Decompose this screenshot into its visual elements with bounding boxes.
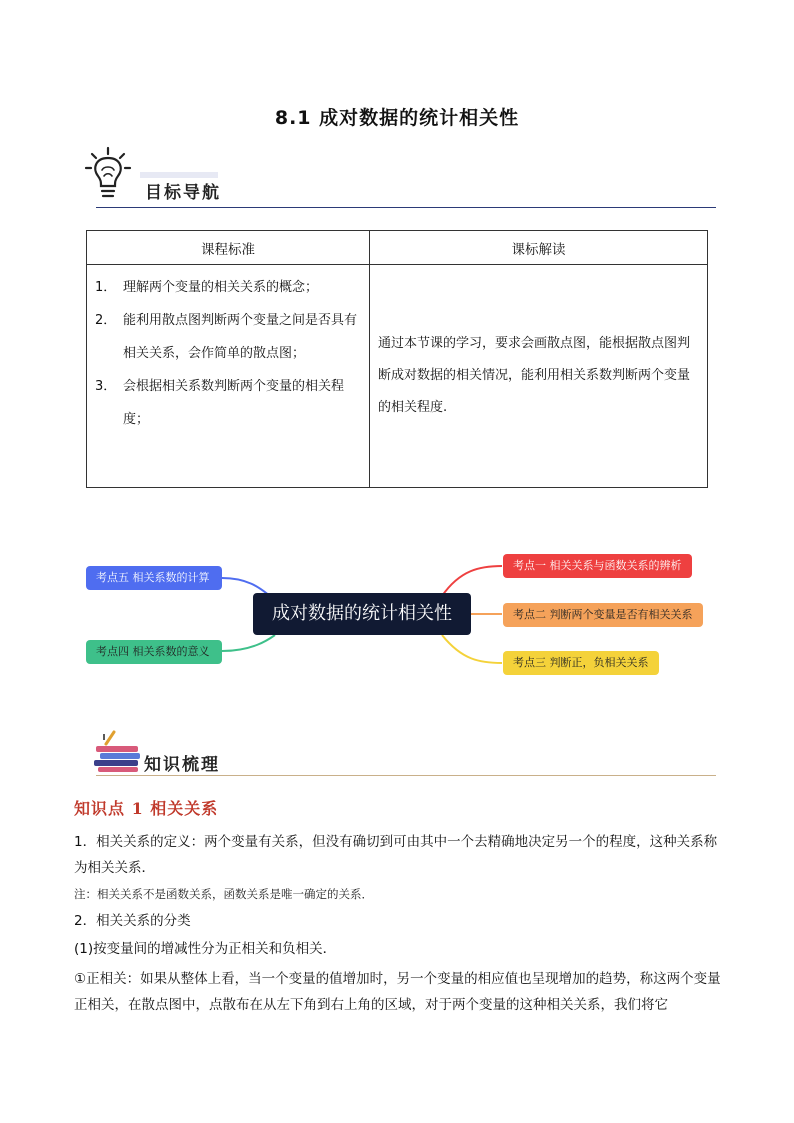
table-header-interpretation: 课标解读 bbox=[370, 231, 708, 265]
table-header-standards: 课程标准 bbox=[87, 231, 370, 265]
standards-list bbox=[87, 265, 370, 488]
knowledge-point-title: 知识点 1 相关关系 bbox=[74, 799, 219, 818]
note-text: 注：相关关系不是函数关系，函数关系是唯一确定的关系． bbox=[74, 887, 373, 901]
connector-line bbox=[442, 635, 502, 663]
list-item: 3． 会根据相关系数判断两个变量的相关程度； bbox=[95, 379, 345, 427]
mindmap-node-1: 考点一 相关关系与函数关系的辨析 bbox=[503, 554, 692, 578]
section-divider bbox=[96, 207, 716, 208]
section-label-knowledge: 知识梳理 bbox=[144, 755, 220, 775]
standards-table bbox=[86, 230, 708, 488]
page-title: 8.1 成对数据的统计相关性 bbox=[274, 107, 520, 129]
lightbulb-icon bbox=[84, 146, 132, 204]
list-item: 1． 理解两个变量的相关关系的概念； bbox=[95, 280, 319, 295]
books-icon bbox=[92, 730, 144, 774]
list-item: 2． 能利用散点图判断两个变量之间是否具有相关关系，会作简单的散点图； bbox=[95, 313, 358, 361]
paragraph: 2．相关关系的分类 bbox=[74, 913, 191, 929]
section-divider bbox=[96, 775, 716, 776]
mindmap-node-5: 考点五 相关系数的计算 bbox=[86, 566, 222, 590]
mindmap-node-3: 考点三 判断正，负相关关系 bbox=[503, 651, 659, 675]
mindmap-center: 成对数据的统计相关性 bbox=[253, 593, 471, 635]
paragraph: (1)按变量间的增减性分为正相关和负相关． bbox=[74, 941, 337, 957]
mindmap-node-4: 考点四 相关系数的意义 bbox=[86, 640, 222, 664]
section-label-goals: 目标导航 bbox=[145, 183, 221, 203]
interpretation-text: 通过本节课的学习，要求会画散点图，能根据散点图判断成对数据的相关情况，能利用相关系数判断两个变量的相关程度. bbox=[370, 265, 708, 488]
connector-line bbox=[442, 566, 502, 596]
paragraph: 1．相关关系的定义：两个变量有关系，但没有确切到可由其中一个去精确地决定另一个的程度，这种关系称为相关关系． bbox=[74, 834, 718, 876]
mindmap-node-2: 考点二 判断两个变量是否有相关关系 bbox=[503, 603, 703, 627]
paragraph: ①正相关：如果从整体上看，当一个变量的值增加时，另一个变量的相应值也呈现增加的趋势，称这两个变量正相关，在散点图中，点散布在从左下角到右上角的区域，对于两个变量的这种相关关系，我们将它 bbox=[74, 971, 721, 1013]
connector-line bbox=[222, 635, 275, 651]
